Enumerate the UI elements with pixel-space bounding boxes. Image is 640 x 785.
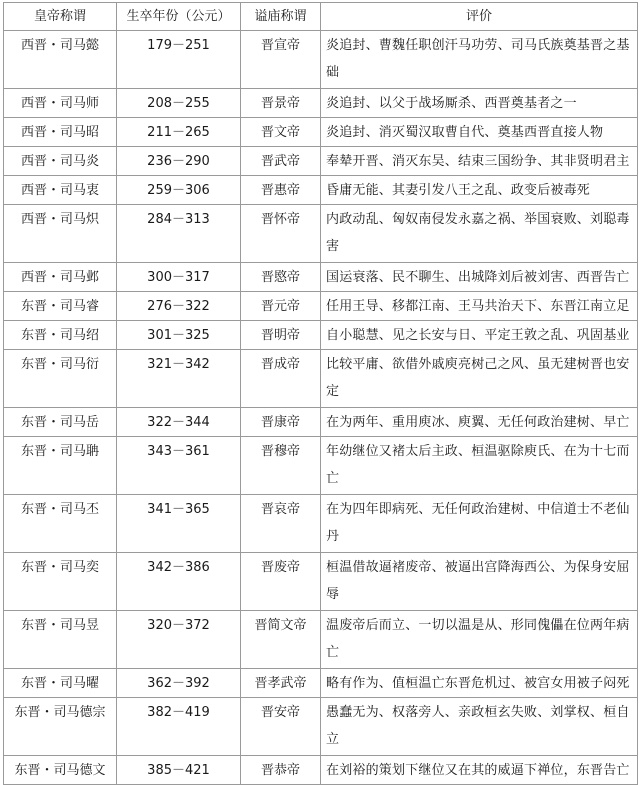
temple-name-cell: 晋恭帝	[241, 756, 321, 785]
evaluation-cell: 炎追封、消灭蜀汉取曹自代、奠基西晋直接人物	[321, 118, 638, 147]
emperor-table	[3, 2, 638, 785]
evaluation-cell: 自小聪慧、见之长安与日、平定王敦之乱、巩固基业	[321, 321, 638, 350]
header-years: 生卒年份（公元）	[117, 3, 241, 31]
temple-name-cell: 晋哀帝	[241, 495, 321, 553]
emperor-name-cell: 西晋・司马衷	[4, 176, 117, 205]
table-row	[4, 89, 638, 118]
years-cell: 300－317	[117, 263, 241, 292]
years-cell: 284－313	[117, 205, 241, 263]
emperor-name-cell: 西晋・司马懿	[4, 31, 117, 89]
temple-name-cell: 晋孝武帝	[241, 669, 321, 698]
evaluation-cell: 内政动乱、匈奴南侵发永嘉之祸、举国衰败、刘聪毒害	[321, 205, 638, 263]
table-row	[4, 756, 638, 785]
years-cell: 322－344	[117, 408, 241, 437]
header-temple-name: 谥庙称谓	[241, 3, 321, 31]
evaluation-cell: 在为四年即病死、无任何政治建树、中信道士不老仙丹	[321, 495, 638, 553]
temple-name-cell: 晋明帝	[241, 321, 321, 350]
years-cell: 341－365	[117, 495, 241, 553]
temple-name-cell: 晋宣帝	[241, 31, 321, 89]
evaluation-cell: 炎追封、以父于战场厮杀、西晋奠基者之一	[321, 89, 638, 118]
evaluation-cell: 炎追封、曹魏任职创汗马功劳、司马氏族奠基晋之基础	[321, 31, 638, 89]
years-cell: 208－255	[117, 89, 241, 118]
years-cell: 301－325	[117, 321, 241, 350]
evaluation-cell: 国运衰落、民不聊生、出城降刘后被刘害、西晋告亡	[321, 263, 638, 292]
years-cell: 320－372	[117, 611, 241, 669]
emperor-name-cell: 东晋・司马昱	[4, 611, 117, 669]
temple-name-cell: 晋康帝	[241, 408, 321, 437]
evaluation-cell: 年幼继位又褚太后主政、桓温驱除庾氏、在为十七而亡	[321, 437, 638, 495]
years-cell: 236－290	[117, 147, 241, 176]
years-cell: 259－306	[117, 176, 241, 205]
emperor-name-cell: 东晋・司马德文	[4, 756, 117, 785]
evaluation-cell: 比较平庸、欲借外戚庾亮树己之风、虽无建树晋也安定	[321, 350, 638, 408]
emperor-name-cell: 西晋・司马炎	[4, 147, 117, 176]
temple-name-cell: 晋成帝	[241, 350, 321, 408]
emperor-name-cell: 东晋・司马聃	[4, 437, 117, 495]
temple-name-cell: 晋穆帝	[241, 437, 321, 495]
table-body	[4, 31, 638, 785]
years-cell: 362－392	[117, 669, 241, 698]
table-row	[4, 321, 638, 350]
temple-name-cell: 晋废帝	[241, 553, 321, 611]
table-row	[4, 205, 638, 263]
emperor-name-cell: 西晋・司马师	[4, 89, 117, 118]
emperor-name-cell: 东晋・司马奕	[4, 553, 117, 611]
years-cell: 179－251	[117, 31, 241, 89]
emperor-name-cell: 东晋・司马丕	[4, 495, 117, 553]
evaluation-cell: 桓温借故逼褚废帝、被逼出宫降海西公、为保身安屈辱	[321, 553, 638, 611]
evaluation-cell: 在刘裕的策划下继位又在其的威逼下禅位，东晋告亡	[321, 756, 638, 785]
years-cell: 382－419	[117, 698, 241, 756]
temple-name-cell: 晋安帝	[241, 698, 321, 756]
temple-name-cell: 晋景帝	[241, 89, 321, 118]
table-row	[4, 495, 638, 553]
years-cell: 343－361	[117, 437, 241, 495]
evaluation-cell: 在为两年、重用庾冰、庾翼、无任何政治建树、早亡	[321, 408, 638, 437]
temple-name-cell: 晋简文帝	[241, 611, 321, 669]
table-row	[4, 350, 638, 408]
emperor-name-cell: 东晋・司马绍	[4, 321, 117, 350]
header-row	[4, 3, 638, 31]
table-row	[4, 408, 638, 437]
temple-name-cell: 晋武帝	[241, 147, 321, 176]
years-cell: 385－421	[117, 756, 241, 785]
years-cell: 211－265	[117, 118, 241, 147]
temple-name-cell: 晋元帝	[241, 292, 321, 321]
table-row	[4, 31, 638, 89]
emperor-name-cell: 东晋・司马德宗	[4, 698, 117, 756]
table-row	[4, 263, 638, 292]
temple-name-cell: 晋怀帝	[241, 205, 321, 263]
years-cell: 321－342	[117, 350, 241, 408]
table-row	[4, 176, 638, 205]
emperor-name-cell: 东晋・司马睿	[4, 292, 117, 321]
temple-name-cell: 晋愍帝	[241, 263, 321, 292]
evaluation-cell: 略有作为、值桓温亡东晋危机过、被宫女用被子闷死	[321, 669, 638, 698]
table-row	[4, 437, 638, 495]
table-row	[4, 698, 638, 756]
table-row	[4, 292, 638, 321]
emperor-name-cell: 东晋・司马衍	[4, 350, 117, 408]
temple-name-cell: 晋文帝	[241, 118, 321, 147]
table-row	[4, 147, 638, 176]
table-row	[4, 669, 638, 698]
header-evaluation: 评价	[321, 3, 638, 31]
evaluation-cell: 奉辇开晋、消灭东吴、结束三国纷争、其非贤明君主	[321, 147, 638, 176]
emperor-name-cell: 东晋・司马岳	[4, 408, 117, 437]
evaluation-cell: 昏庸无能、其妻引发八王之乱、政变后被毒死	[321, 176, 638, 205]
temple-name-cell: 晋惠帝	[241, 176, 321, 205]
years-cell: 342－386	[117, 553, 241, 611]
emperor-name-cell: 西晋・司马昭	[4, 118, 117, 147]
table-row	[4, 611, 638, 669]
emperor-name-cell: 东晋・司马曜	[4, 669, 117, 698]
evaluation-cell: 任用王导、移都江南、王马共治天下、东晋江南立足	[321, 292, 638, 321]
header-name: 皇帝称谓	[4, 3, 117, 31]
evaluation-cell: 愚蠢无为、权落旁人、亲政桓玄失败、刘掌权、桓自立	[321, 698, 638, 756]
years-cell: 276－322	[117, 292, 241, 321]
emperor-name-cell: 西晋・司马炽	[4, 205, 117, 263]
table-row	[4, 118, 638, 147]
evaluation-cell: 温废帝后而立、一切以温是从、形同傀儡在位两年病亡	[321, 611, 638, 669]
table-row	[4, 553, 638, 611]
emperor-name-cell: 西晋・司马邺	[4, 263, 117, 292]
